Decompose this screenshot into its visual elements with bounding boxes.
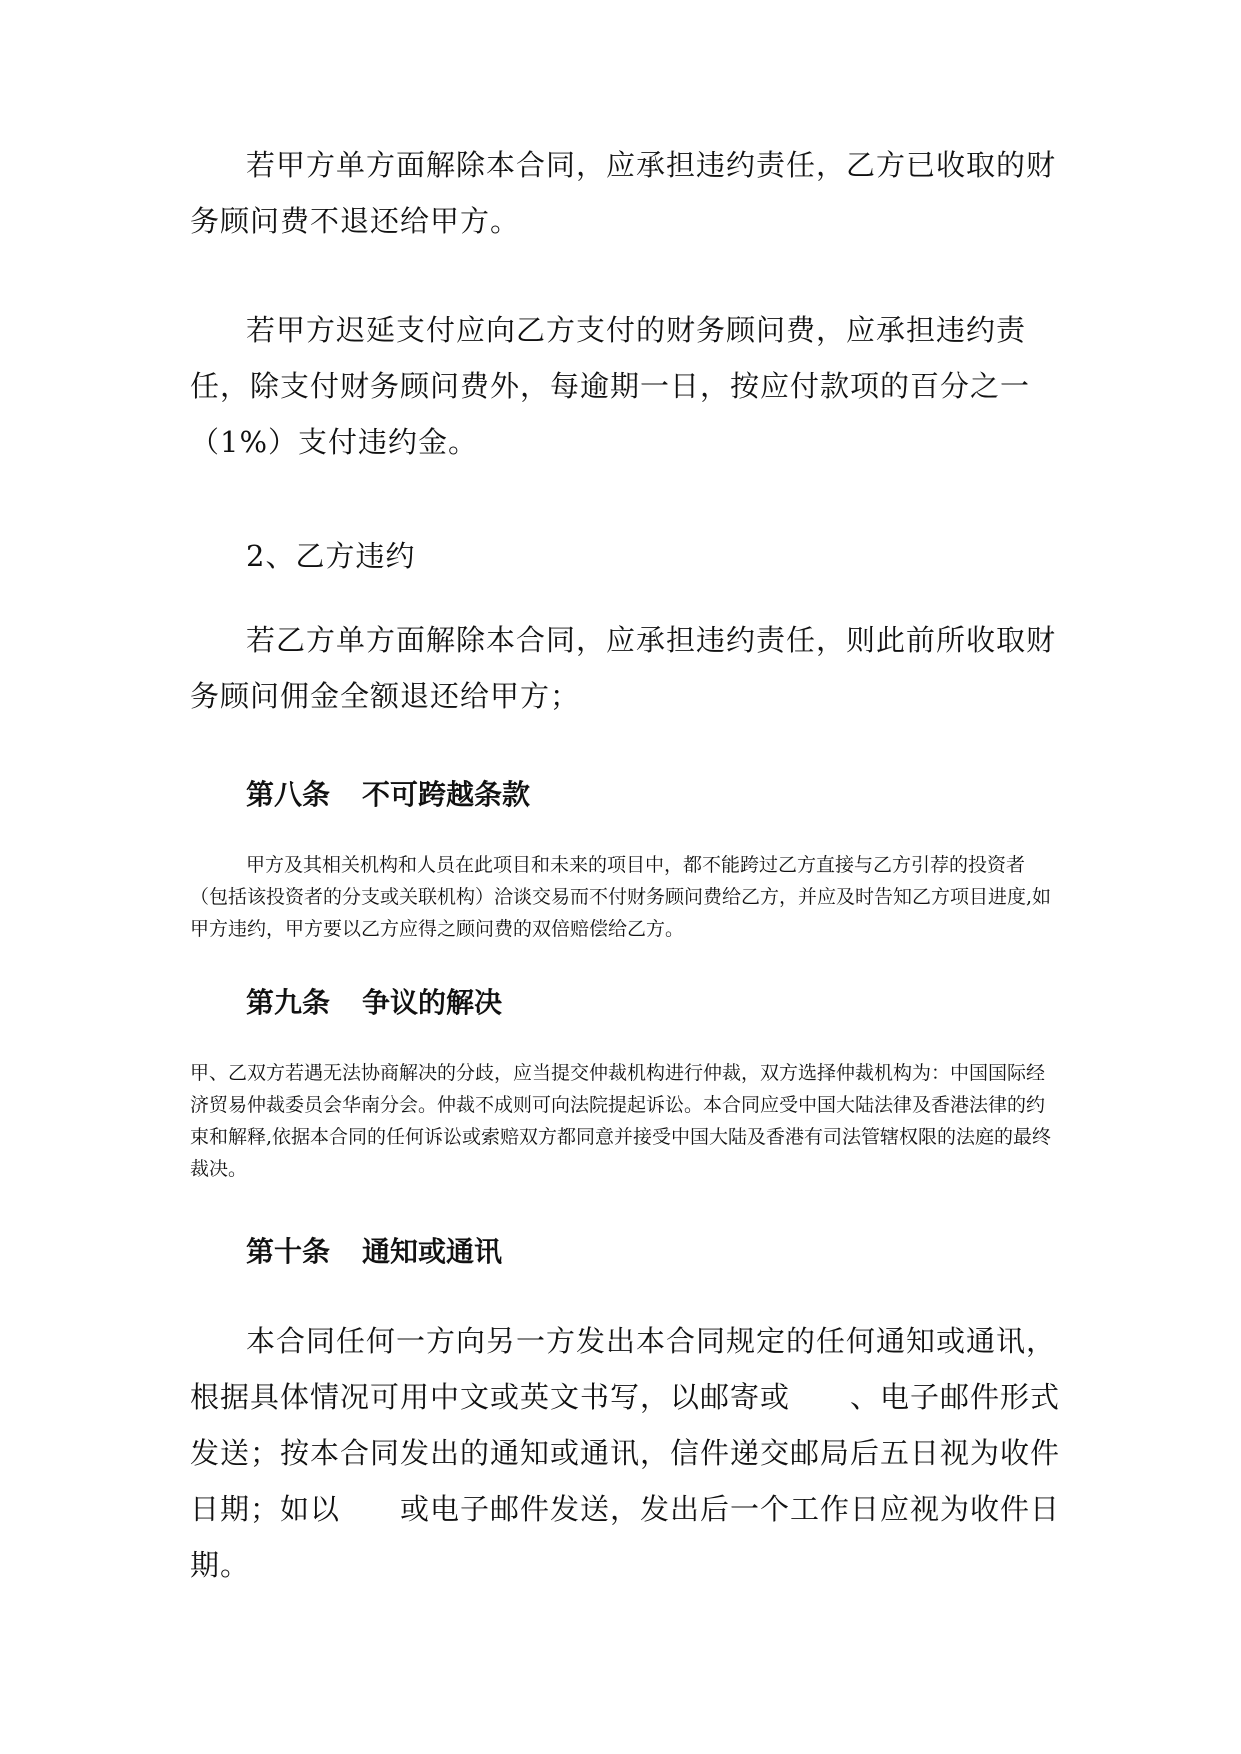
- article-10-title: 通知或通讯: [362, 1235, 503, 1268]
- article-9-body: 甲、乙双方若遇无法协商解决的分歧，应当提交仲裁机构进行仲裁，双方选择仲裁机构为：中国国际经济贸易仲裁委员会华南分会。仲裁不成则可向法院提起诉讼。本合同应受中国大陆法律及香港法律的约束和解释,依据本合同的任何诉讼或索赔双方都同意并接受中国大陆及香港有司法管辖权限的法庭的最终裁决。: [190, 1062, 1052, 1180]
- article-10-number: 第十条: [246, 1235, 331, 1268]
- paragraph-late-payment-penalty: 若甲方迟延支付应向乙方支付的财务顾问费，应承担违约责任，除支付财务顾问费外，每逾期一日，按应付款项的百分之一（1%）支付违约金。: [190, 313, 1031, 459]
- paragraph-early-termination-by-party-a: 若甲方单方面解除本合同，应承担违约责任，乙方已收取的财务顾问费不退还给甲方。: [190, 148, 1057, 238]
- article-8-number: 第八条: [246, 778, 331, 811]
- article-8-body: 甲方及其相关机构和人员在此项目和未来的项目中，都不能跨过乙方直接与乙方引荐的投资者（包括该投资者的分支或关联机构）洽谈交易而不付财务顾问费给乙方，并应及时告知乙方项目进度,如甲方违约，甲方要以乙方应得之顾问费的双倍赔偿给乙方。: [190, 854, 1052, 940]
- article-9-title: 争议的解决: [362, 986, 503, 1019]
- article-9-number: 第九条: [246, 986, 331, 1019]
- paragraph-early-termination-by-party-b: 若乙方单方面解除本合同，应承担违约责任，则此前所收取财务顾问佣金全额退还给甲方；: [190, 623, 1057, 713]
- article-10-body: 本合同任何一方向另一方发出本合同规定的任何通知或通讯，根据具体情况可用中文或英文书写，以邮寄或 、电子邮件形式发送；按本合同发出的通知或通讯，信件递交邮局后五日视为收件日期；如以 或电子邮件发送，发出后一个工作日应视为收件日期。: [190, 1324, 1061, 1582]
- article-9-heading: [246, 983, 1046, 1023]
- subheading-party-b-breach: 2、乙方违约: [246, 539, 416, 573]
- article-8-title: 不可跨越条款: [362, 778, 531, 811]
- article-10-heading: [246, 1232, 1046, 1272]
- article-8-heading: [246, 775, 1046, 815]
